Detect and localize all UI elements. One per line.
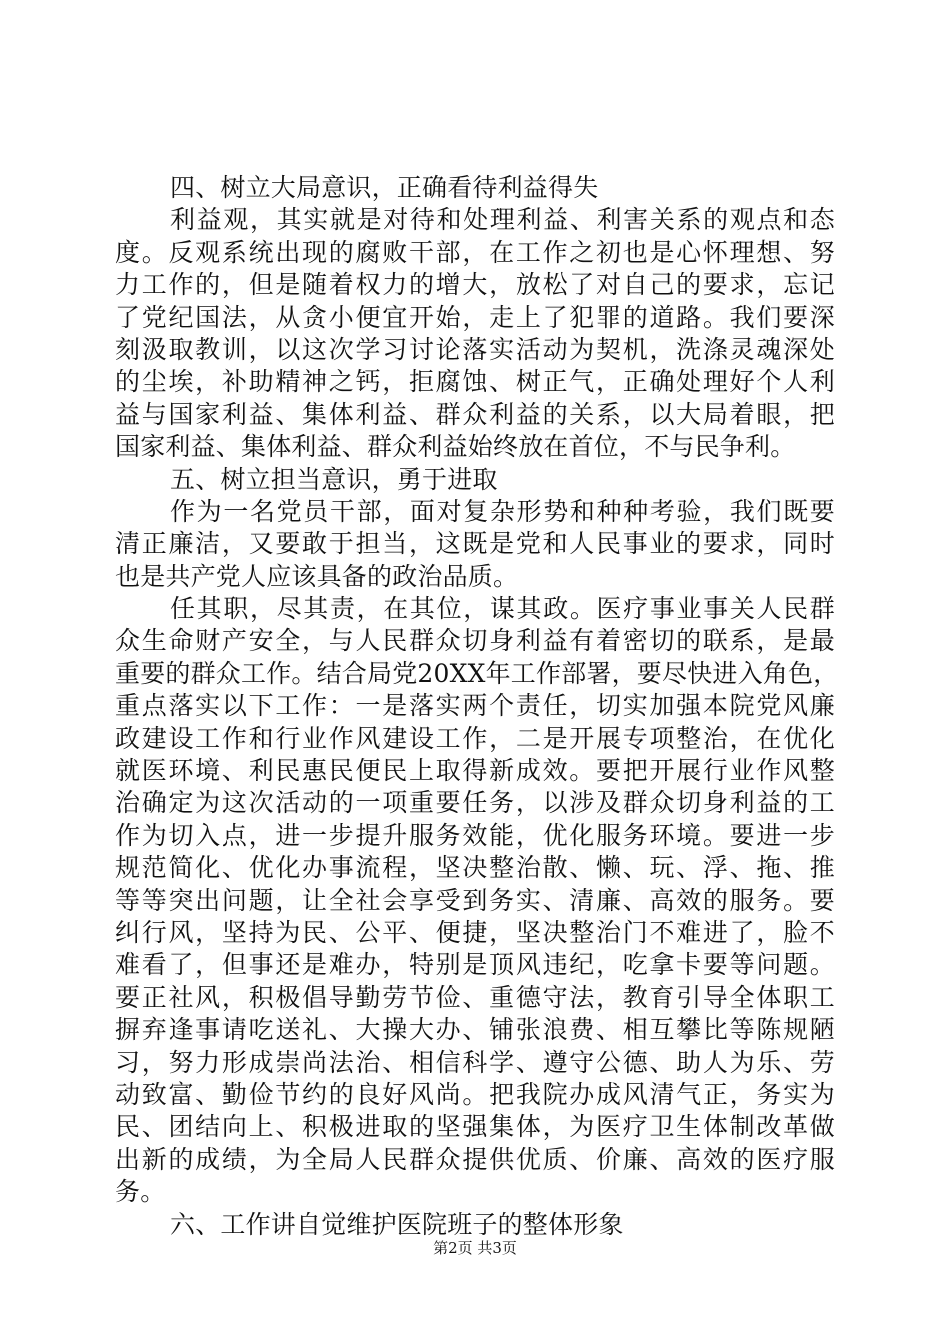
text-line: 要正社风，积极倡导勤劳节俭、重德守法，教育引导全体职工	[115, 982, 835, 1012]
text-line: 刻汲取教训，以这次学习讨论落实活动为契机，洗涤灵魂深处	[115, 334, 835, 364]
text-line: 等等突出问题，让全社会享受到务实、清廉、高效的服务。要	[115, 885, 835, 915]
text-line: 民、团结向上、积极进取的坚强集体，为医疗卫生体制改革做	[115, 1112, 835, 1142]
text-line: 任其职，尽其责，在其位，谋其政。医疗事业事关人民群	[170, 594, 835, 624]
text-line: 出新的成绩，为全局人民群众提供优质、价廉、高效的医疗服	[115, 1144, 835, 1174]
text-line: 作为一名党员干部，面对复杂形势和种种考验，我们既要	[170, 496, 835, 526]
page-footer: 第2页 共3页	[433, 1239, 517, 1257]
text-line: 六、工作讲自觉维护医院班子的整体形象	[170, 1209, 624, 1239]
text-line: 作为切入点，进一步提升服务效能，优化服务环境。要进一步	[115, 820, 835, 850]
text-line: 国家利益、集体利益、群众利益始终放在首位，不与民争利。	[115, 432, 796, 462]
document-body	[115, 172, 839, 1241]
text-line: 就医环境、利民惠民便民上取得新成效。要把开展行业作风整	[115, 756, 835, 786]
text-line: 纠行风，坚持为民、公平、便捷，坚决整治门不难进了，脸不	[115, 917, 835, 947]
text-line: 习，努力形成崇尚法治、相信科学、遵守公德、助人为乐、劳	[115, 1047, 835, 1077]
text-line: 了党纪国法，从贪小便宜开始，走上了犯罪的道路。我们要深	[115, 302, 835, 332]
text-line: 众生命财产安全，与人民群众切身利益有着密切的联系，是最	[115, 626, 835, 656]
text-line: 重点落实以下工作：一是落实两个责任，切实加强本院党风廉	[115, 691, 835, 721]
text-line: 重要的群众工作。结合局党20XX年工作部署，要尽快进入角色，	[115, 658, 839, 688]
text-line: 力工作的，但是随着权力的增大，放松了对自己的要求，忘记	[115, 270, 835, 300]
text-line: 利益观，其实就是对待和处理利益、利害关系的观点和态	[170, 205, 835, 235]
text-line: 清正廉洁，又要敢于担当，这既是党和人民事业的要求，同时	[115, 529, 835, 559]
text-line: 规范简化、优化办事流程，坚决整治散、懒、玩、浮、拖、推	[115, 853, 835, 883]
text-line: 动致富、勤俭节约的良好风尚。把我院办成风清气正，务实为	[115, 1079, 835, 1109]
text-line: 的尘埃，补助精神之钙，拒腐蚀、树正气，正确处理好个人利	[115, 367, 835, 397]
text-line: 务。	[115, 1177, 166, 1207]
text-line: 四、树立大局意识，正确看待利益得失	[170, 173, 599, 202]
text-line: 也是共产党人应该具备的政治品质。	[115, 561, 519, 591]
text-line: 摒弃逢事请吃送礼、大操大办、铺张浪费、相互攀比等陈规陋	[115, 1015, 835, 1045]
text-line: 五、树立担当意识，勇于进取	[170, 464, 498, 494]
text-line: 难看了，但事还是难办，特别是顶风违纪，吃拿卡要等问题。	[115, 950, 835, 980]
text-line: 益与国家利益、集体利益、群众利益的关系，以大局着眼，把	[115, 399, 835, 429]
text-line: 度。反观系统出现的腐败干部，在工作之初也是心怀理想、努	[115, 237, 835, 267]
text-line: 治确定为这次活动的一项重要任务，以涉及群众切身利益的工	[115, 788, 835, 818]
text-line: 政建设工作和行业作风建设工作，二是开展专项整治，在优化	[115, 723, 835, 753]
